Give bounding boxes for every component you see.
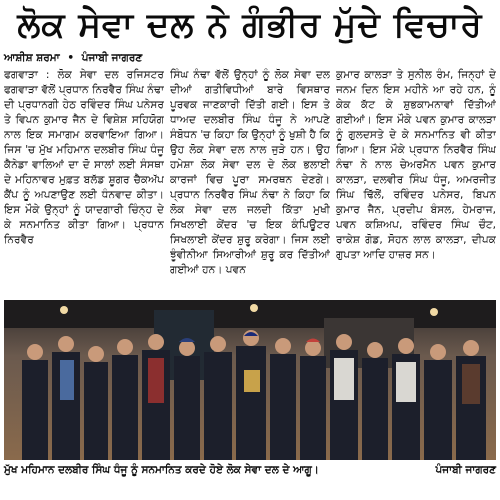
byline-author: ਆਸ਼ੀਸ਼ ਸ਼ਰਮਾ [4,52,60,64]
photo-caption: ਮੁੱਖ ਮਹਿਮਾਨ ਦਲਬੀਰ ਸਿੰਘ ਧੰਜੂ ਨੂੰ ਸਨਮਾਨਿਤ ਕਰਦੇ ਹੋਏ ਲੋਕ ਸੇਵਾ ਦਲ ਦੇ ਆਗੂ। [4,463,319,476]
article-column-1: ਫਗਵਾੜਾ : ਲੋਕ ਸੇਵਾ ਦਲ ਰਜਿਸਟਰ ਫਗਵਾੜਾ ਵੱਲੋਂ ਪ੍ਰਧਾਨ ਨਿਰਵੈਰ ਸਿੰਘ ਨੰਢਾ ਦੀ ਪ੍ਰਧਾਨਗੀ ਹੇਠ ਰਵਿੰਦਰ ਸਿੰਘ ਪਨੇਸਰ ਤੇ ਵਿਪਨ ਕੁਮਾਰ ਜੈਨ ਦੇ ਵਿਸ਼ੇਸ਼ ਸਹਿਯੋਗ ਨਾਲ ਇਕ ਸਮਾਗਮ ਕਰਵਾਇਆ ਗਿਆ। ਜਿਸ 'ਚ ਮੁੱਖ ਮਹਿਮਾਨ ਦਲਬੀਰ ਸਿੰਘ ਧੰਜੂ ਕੈਨੇਡਾ ਵਾਲਿਆਂ ਦਾ ਦੋ ਸਾਲਾਂ ਲਈ ਸੰਸਥਾ ਦੇ ਮਹਿਨਾਵਰ ਮੁਫ਼ਤ ਬਲੱਡ ਸ਼ੂਗਰ ਚੈਕਅੱਪ ਕੈਂਪ ਨੂੰ ਅਪਣਾਉਣ ਲਈ ਧੰਨਵਾਦ ਕੀਤਾ। ਇਸ ਮੌਕੇ ਉਨ੍ਹਾਂ ਨੂੰ ਯਾਦਗਾਰੀ ਚਿੰਨ੍ਹ ਦੇ ਕੇ ਸਨਮਾਨਿਤ ਕੀਤਾ ਗਿਆ। ਪ੍ਰਧਾਨ ਨਿਰਵੈਰ [4,69,164,246]
article-column-3: ਕੁਮਾਰ ਕਾਲੜਾ ਤੇ ਸੁਨੀਲ ਰੰਮ, ਜਿਨ੍ਹਾਂ ਦੇ ਜਨਮ ਦਿਨ ਇਸ ਮਹੀਨੇ ਆ ਰਹੇ ਹਨ, ਨੂੰ ਕੇਕ ਕੱਟ ਕੇ ਸ਼ੁਭਕਾਮਨਾਵਾਂ ਦਿੱਤੀਆਂ ਗਈਆਂ। ਇਸ ਮੌਕੇ ਪਵਨ ਕੁਮਾਰ ਕਾਲੜਾ ਨੂੰ ਗੁਲਦਸਤੇ ਦੇ ਕੇ ਸਨਮਾਨਿਤ ਵੀ ਕੀਤਾ ਗਿਆ। ਇਸ ਮੌਕੇ ਪ੍ਰਧਾਨ ਨਿਰਵੈਰ ਸਿੰਘ ਨੰਢਾ ਨੇ ਨਾਲ ਚੇਅਰਮੈਨ ਪਵਨ ਕੁਮਾਰ ਕਾਲੜਾ, ਦਲਵੀਰ ਸਿੰਘ ਧੰਜੂ, ਅਮਰਜੀਤ ਸਿੰਘ ਢਿੱਲੋਂ, ਰਵਿੰਦਰ ਪਨੇਸਰ, ਬਿਪਨ ਕੁਮਾਰ ਜੈਨ, ਪ੍ਰਦੀਪ ਬੰਸਲ, ਹੇਮਰਾਜ, ਪਵਨ ਕਸ਼ਿਅਪ, ਰਵਿੰਦਰ ਸਿੰਘ ਚੌਟ, ਰਾਕੇਸ਼ ਗੋਡ, ਸੋਹਨ ਲਾਲ ਕਾਲੜਾ, ਦੀਪਕ ਗੁਪਤਾ ਆਦਿ ਹਾਜ਼ਰ ਸਨ। [336,69,496,261]
photo-credit: ਪੰਜਾਬੀ ਜਾਗਰਣ [435,463,496,476]
photo-ceiling-light [430,308,438,316]
article-column-2: ਸਿੰਘ ਨੰਢਾ ਵੱਲੋਂ ਉਨ੍ਹਾਂ ਨੂੰ ਲੋਕ ਸੇਵਾ ਦਲ ਦੀਆਂ ਗਤੀਵਿਧੀਆਂ ਬਾਰੇ ਵਿਸਥਾਰ ਪੂਰਵਕ ਜਾਣਕਾਰੀ ਦਿੱਤੀ ਗਈ। ਇਸ ਤੇ ਧਾਅਦ ਦਲਬੀਰ ਸਿੰਘ ਧੰਜੂ ਨੇ ਆਪਣੇ ਸੰਬੋਧਨ 'ਚ ਕਿਹਾ ਕਿ ਉਨ੍ਹਾਂ ਨੂੰ ਖੁਸ਼ੀ ਹੈ ਕਿ ਉਹ ਲੋਕ ਸੇਵਾ ਦਲ ਨਾਲ ਜੁੜੇ ਹਨ। ਉਹ ਹਮੇਸ਼ਾ ਲੋਕ ਸੇਵਾ ਦਲ ਦੇ ਲੋਕ ਭਲਾਈ ਕਾਰਜਾਂ ਵਿਚ ਪੂਰਾ ਸਮਰਥਨ ਦੇਣਗੇ। ਪ੍ਰਧਾਨ ਨਿਰਵੈਰ ਸਿੰਘ ਨੰਢਾ ਨੇ ਕਿਹਾ ਕਿ ਲੋਕ ਸੇਵਾ ਦਲ ਜਲਦੀ ਕਿੱਤਾ ਮੁਖੀ ਸਿਖਲਾਈ ਕੇਂਦਰ 'ਚ ਇਕ ਕੰਪਿਊਟਰ ਸਿਖਲਾਈ ਕੇਂਦਰ ਸ਼ੁਰੂ ਕਰੇਗਾ। ਜਿਸ ਲਈ ਝੂੰਵੀਨੀਆ ਸਿਆਰੀਆਂ ਸ਼ੁਰੂ ਕਰ ਦਿੱਤੀਆਂ ਗਈਆਂ ਹਨ। ਪਵਨ [170,69,330,276]
byline [4,52,142,66]
group-photo [4,300,496,460]
byline-paper: ਪੰਜਾਬੀ ਜਾਗਰਣ [81,52,143,64]
article-body [4,68,496,300]
photo-ceiling-light [60,306,68,314]
photo-caption-bar [4,462,496,478]
group-photo-image [4,300,496,460]
photo-ceiling [4,300,496,328]
photo-ceiling-light [250,304,258,312]
byline-separator: • [67,52,75,64]
article-headline: ਲੋਕ ਸੇਵਾ ਦਲ ਨੇ ਗੰਭੀਰ ਮੁੱਦੇ ਵਿਚਾਰੇ [17,5,483,45]
